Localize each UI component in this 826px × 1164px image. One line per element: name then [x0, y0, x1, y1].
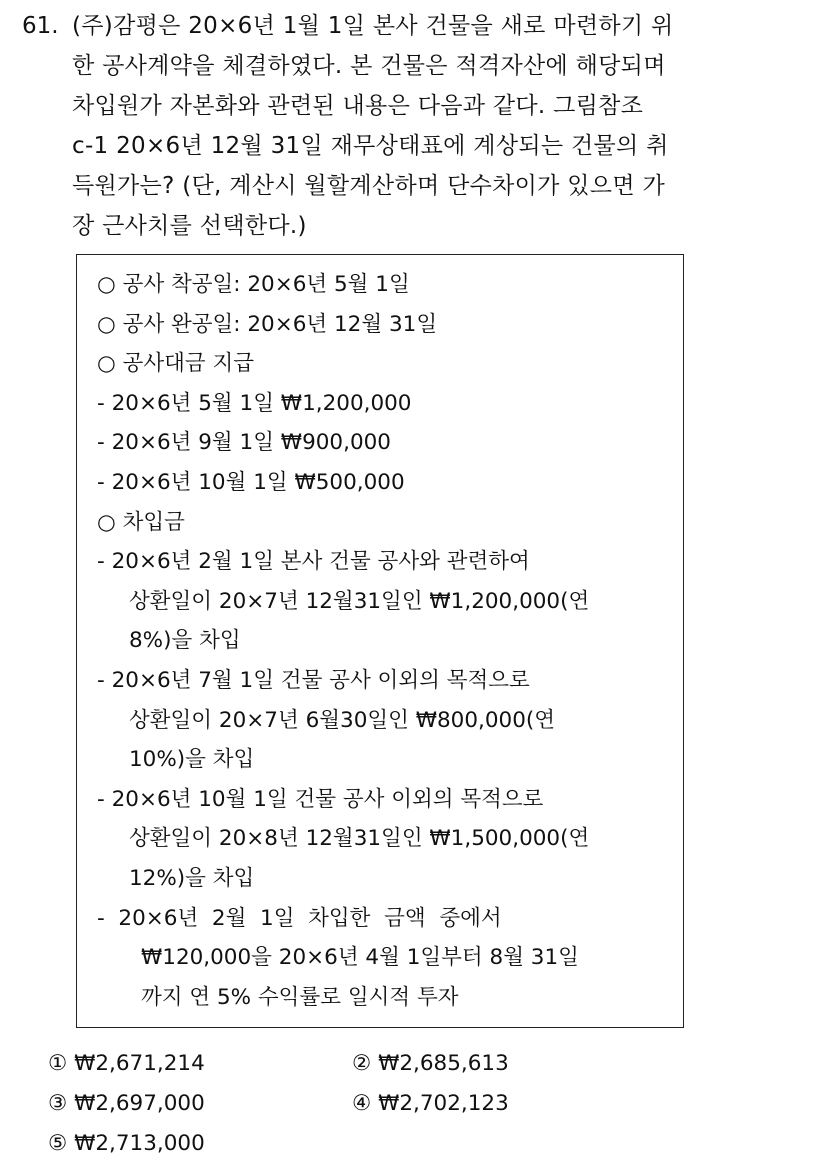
question	[22, 6, 674, 246]
option-5[interactable]: ⑤ ₩2,713,000	[48, 1131, 205, 1156]
box-line: - 20×6년 2월 1일 차입한 금액 중에서	[97, 905, 502, 931]
box-line: 까지 연 5% 수익률로 일시적 투자	[141, 984, 459, 1010]
box-line: 8%)을 차입	[129, 628, 241, 654]
question-number: 61.	[22, 13, 59, 39]
box-line: 10%)을 차입	[129, 747, 255, 773]
question-line: 한 공사계약을 체결하였다. 본 건물은 적격자산에 해당되며	[72, 53, 666, 79]
box-line: 12%)을 차입	[129, 865, 255, 891]
box-line: 상환일이 20×7년 12월31일인 ₩1,200,000(연	[129, 588, 590, 614]
option-4[interactable]: ④ ₩2,702,123	[352, 1091, 509, 1116]
question-line: c-1 20×6년 12월 31일 재무상태표에 계상되는 건물의 취	[72, 133, 669, 159]
box-line: 상환일이 20×8년 12월31일인 ₩1,500,000(연	[129, 826, 590, 852]
box-line: - 20×6년 9월 1일 ₩900,000	[97, 430, 391, 456]
box-line: - 20×6년 10월 1일 ₩500,000	[97, 469, 405, 495]
info-box	[76, 254, 684, 1028]
box-line: ○ 공사 완공일: 20×6년 12월 31일	[97, 311, 438, 337]
box-line: ○ 차입금	[97, 509, 185, 535]
option-1[interactable]: ① ₩2,671,214	[48, 1051, 205, 1076]
option-2[interactable]: ② ₩2,685,613	[352, 1051, 509, 1076]
box-line: - 20×6년 5월 1일 ₩1,200,000	[97, 390, 412, 416]
question-line: (주)감평은 20×6년 1월 1일 본사 건물을 새로 마련하기 위	[72, 13, 674, 39]
box-line: ₩120,000을 20×6년 4월 1일부터 8월 31일	[141, 945, 579, 971]
box-line: ○ 공사 착공일: 20×6년 5월 1일	[97, 272, 410, 297]
question-line: 득원가는? (단, 계산시 월할계산하며 단수차이가 있으면 가	[72, 173, 665, 199]
box-line: ○ 공사대금 지급	[97, 351, 255, 377]
box-line: - 20×6년 7월 1일 건물 공사 이외의 목적으로	[97, 667, 530, 693]
option-3[interactable]: ③ ₩2,697,000	[48, 1091, 205, 1116]
box-line: 상환일이 20×7년 6월30일인 ₩800,000(연	[129, 707, 556, 733]
question-line: 차입원가 자본화와 관련된 내용은 다음과 같다. 그림참조	[72, 93, 644, 119]
box-line: - 20×6년 2월 1일 본사 건물 공사와 관련하여	[97, 549, 530, 575]
question-line: 장 근사치를 선택한다.)	[72, 213, 307, 239]
box-line: - 20×6년 10월 1일 건물 공사 이외의 목적으로	[97, 786, 544, 812]
